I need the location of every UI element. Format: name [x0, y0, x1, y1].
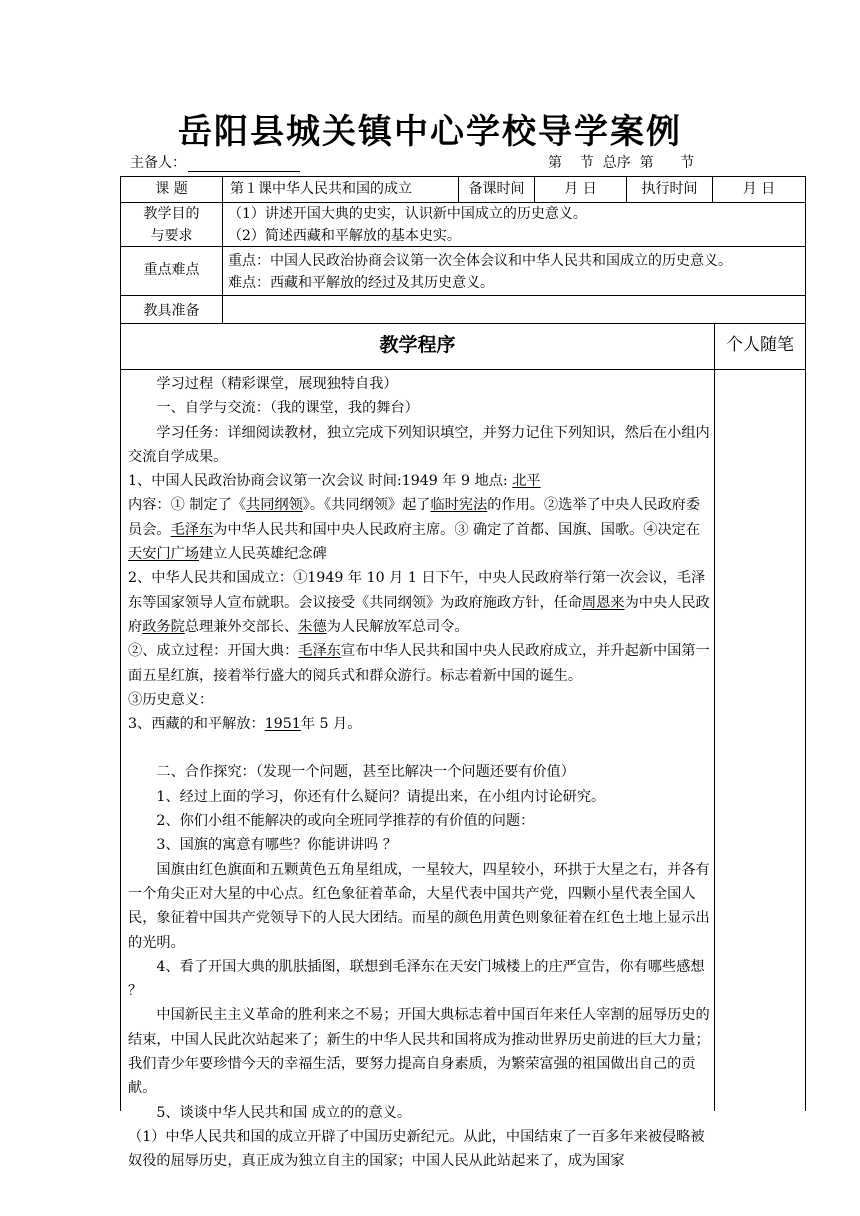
paragraph — [128, 712, 710, 736]
objectives-content — [228, 203, 803, 247]
question: 4、看了开国大典的肌肤插图，联想到毛泽东在天安门城楼上的庄严宣告，你有哪些感想 ？ — [128, 958, 705, 1000]
row-divider — [120, 369, 806, 370]
row-divider — [120, 323, 806, 324]
column-divider — [222, 176, 223, 323]
key-point-focus: 重点：中国人民政治协商会议第一次全体会议和中华人民共和国成立的历史意义。 — [228, 253, 732, 269]
section-heading: 二、合作探究：（发现一个问题，甚至比解决一个问题还要有价值） — [156, 764, 575, 781]
paragraph — [128, 639, 710, 688]
objectives-label-line: 教学目的 — [143, 206, 200, 222]
preparer-field — [130, 152, 300, 172]
paragraph: 学习过程（精彩课堂，展现独特自我） — [156, 376, 398, 392]
question: 3、国旗的寓意有哪些？你能讲讲吗 ？ — [156, 837, 397, 854]
question: 2、你们小组不能解决的或向全班同学推荐的有价值的问题： — [156, 813, 535, 830]
answer: 国旗由红色旗面和五颗黄色五角星组成，一星较大，四星较小，环拱于大星之右，并各有一个角尖正对大星的中心点。红色象征着革命，大星代表中国共产党，四颗小星代表全国人民，象征着中国共产党领导下的人民大团结。而星的颜色用黄色则象征着在红色土地上显示出的光明。 — [128, 861, 710, 951]
paragraph — [128, 493, 710, 566]
column-divider — [714, 323, 715, 1111]
text: 1、中国人民政治协商会议第一次会议 时间:1949 年 9 地点: — [128, 473, 513, 490]
objective-item: （2）简述西藏和平解放的基本史实。 — [228, 228, 461, 244]
topic-label: 课 题 — [155, 181, 188, 197]
topic-value: 第１课中华人民共和国的成立 — [230, 181, 412, 197]
answer-fill: 临时宪法 — [430, 497, 488, 514]
text: 为中华人民共和国中央人民政府主席。③ 确定了首都、国旗、国歌。④决定在 — [213, 521, 701, 538]
objective-item: （1）讲述开国大典的史实，认识新中国成立的历史意义。 — [228, 206, 587, 222]
prep-time-label: 备课时间 — [468, 181, 525, 197]
objectives-label-line: 与要求 — [150, 228, 193, 244]
key-points-label: 重点难点 — [143, 262, 200, 278]
answer: （1）中华人民共和国的成立开辟了中国历史新纪元。从此，中国结束了一百多年来被侵略被奴役的屈辱历史，真正成为独立自主的国家；中国人民从此站起来了，成为国家 — [128, 1128, 705, 1170]
text: 3、西藏的和平解放： — [128, 716, 265, 733]
document-title: 岳阳县城关镇中心学校导学案例 — [178, 112, 682, 152]
exec-time-value[interactable]: 月 日 — [742, 181, 776, 197]
answer-fill: 毛泽东 — [170, 521, 214, 538]
section-heading: 一、自学与交流：（我的课堂，我的舞台） — [156, 400, 419, 417]
paragraph: ③历史意义： — [128, 691, 214, 708]
paragraph — [128, 566, 710, 639]
text: 2、中华人民共和国成立：①1949 年 10 月 1 日下午，中央人民政府举行第一次会议，毛泽东等国家领导人宣布就职。会议接受《共同纲领》为政府施政方针，任命 — [128, 570, 706, 611]
answer-fill: 天安门广场 — [128, 546, 199, 563]
text: 建立人民英雄纪念碑 — [198, 546, 327, 563]
question: 1、经过上面的学习，你还有什么疑问？请提出来，在小组内讨论研究。 — [156, 788, 606, 805]
answer-fill: 北平 — [512, 473, 541, 490]
meta-row — [130, 152, 810, 172]
paragraph — [128, 469, 710, 493]
procedure-title: 教学程序 — [379, 334, 456, 356]
answer-fill: 共同纲领 — [246, 497, 303, 514]
text: 》。《共同纲领》起了 — [302, 497, 431, 514]
answer-fill: 毛泽东 — [298, 643, 341, 660]
answer-fill: 朱德 — [298, 618, 327, 635]
text: 宣布中华人民共和国中央人民政府成立，并升起新中国第一面五星红旗，接着举行盛大的阅兵式和群众游行。标志着新中国的诞生。 — [128, 643, 710, 684]
answer-fill: 1951 — [264, 716, 301, 733]
preparer-label: 主备人： — [130, 155, 186, 171]
answer-fill: 周恩来 — [582, 594, 625, 611]
text: 为人民解放军总司令。 — [326, 618, 469, 635]
notes-column-title: 个人随笔 — [726, 335, 794, 355]
key-point-difficulty: 难点：西藏和平解放的经过及其历史意义。 — [228, 275, 494, 291]
text: 总理兼外交部长、 — [184, 618, 299, 635]
question: 5、谈谈中华人民共和国 成立的的意义。 — [156, 1104, 412, 1121]
objectives-label — [121, 203, 222, 247]
paragraph: 学习任务：详细阅读教材，独立完成下列知识填空，并努力记住下列知识，然后在小组内交流自学成果。 — [128, 424, 710, 465]
text: 内容：① 制定了《 — [128, 497, 247, 514]
preparer-blank[interactable] — [188, 157, 300, 172]
answer-fill: 政务院 — [142, 618, 185, 635]
tools-label: 教具准备 — [143, 303, 200, 319]
procedure-content — [128, 372, 710, 1174]
answer: 中国新民主主义革命的胜利来之不易；开国大典标志着中国百年来任人宰割的屈辱历史的结束，中国人民此次站起来了；新生的中华人民共和国将成为推动世界历史前进的巨大力量；我们青少年要珍惜今天的幸福生活，要努力提高自身素质，为繁荣富强的祖国做出自己的贡献。 — [128, 1007, 710, 1097]
prep-time-value[interactable]: 月 日 — [564, 181, 597, 197]
text: 为中央人民政府 — [128, 594, 710, 635]
text: 年 5 月。 — [300, 716, 362, 733]
spacer — [128, 736, 710, 760]
key-points-content — [228, 250, 806, 294]
section-info: 第 节 总序 第 节 — [548, 155, 695, 171]
text: ②、成立过程：开国大典： — [128, 643, 299, 660]
text: 的作用。②选举了中央人民政府委员会。 — [128, 497, 701, 538]
exec-time-label: 执行时间 — [641, 181, 698, 197]
